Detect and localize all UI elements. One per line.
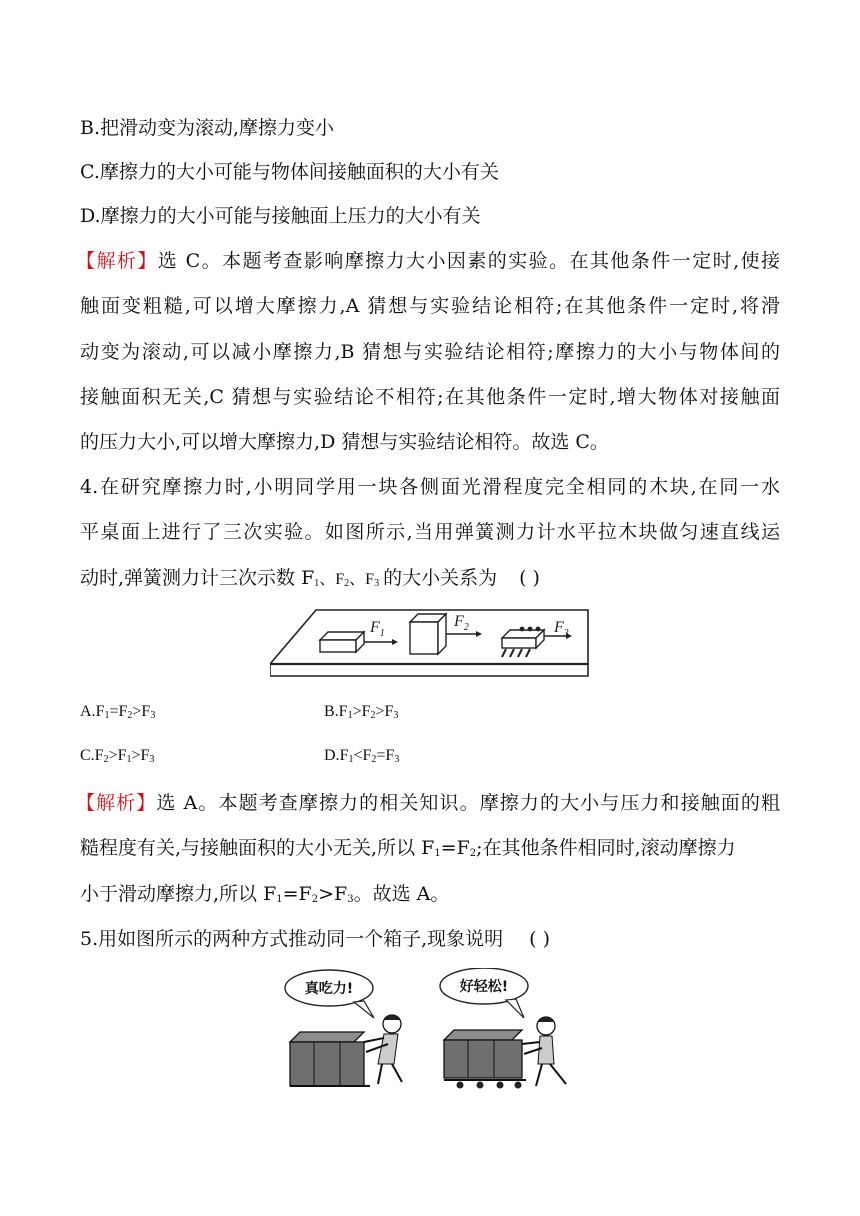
svg-text:F3: $F_3$ bbox=[554, 619, 569, 639]
q4-friction-figure bbox=[270, 602, 590, 686]
label-f2: F bbox=[454, 613, 464, 630]
svg-text:F2: $F_2$ bbox=[454, 613, 469, 633]
q4-option-b: $B.F_1>F_2>F_3$ bbox=[324, 703, 399, 721]
q4-analysis-line-2: 糙程度有关,与接触面积的大小无关,所以 $F_1=F_2$;在其他条件相同时,滚动摩擦力 bbox=[80, 837, 736, 859]
q4-option-c: $C.F_2>F_1>F_3$ bbox=[80, 747, 155, 765]
answer-bracket: ( ) bbox=[519, 567, 540, 589]
q4-option-d: $D.F_1<F_2=F_3$ bbox=[324, 747, 400, 765]
q3-analysis-line-2: 触面变粗糙,可以增大摩擦力,A 猜想与实验结论相符;在其他条件一定时,将滑 bbox=[80, 295, 780, 317]
svg-text:F1: $F_1$ bbox=[370, 619, 385, 639]
analysis-tag: 【解析】 bbox=[76, 250, 158, 272]
label-f3: F bbox=[554, 619, 564, 636]
q4-stem-line-2: 平桌面上进行了三次实验。如图所示,当用弹簧测力计水平拉木块做匀速直线运 bbox=[80, 521, 780, 543]
q3-analysis-line-1: 【解析】选 C。本题考查影响摩擦力大小因素的实验。在其他条件一定时,使接 bbox=[76, 250, 780, 272]
q4-stem-line-3: 动时,弹簧测力计三次示数 $F_1$、$F_2$、$F_3$ 的大小关系为 ( ) bbox=[80, 567, 540, 589]
q5-stem: 5.用如图所示的两种方式推动同一个箱子,现象说明 ( ) bbox=[80, 928, 551, 950]
q5-push-box-figure bbox=[284, 968, 580, 1092]
q3-option-c: C.摩擦力的大小可能与物体间接触面积的大小有关 bbox=[80, 161, 499, 183]
q4-analysis-line-1: 【解析】选 A。本题考查摩擦力的相关知识。摩擦力的大小与压力和接触面的粗 bbox=[76, 792, 780, 814]
label-f1: F bbox=[370, 619, 380, 636]
q3-analysis-line-5: 的压力大小,可以增大摩擦力,D 猜想与实验结论相符。故选 C。 bbox=[80, 431, 609, 453]
q3-option-b: B.把滑动变为滚动,摩擦力变小 bbox=[80, 117, 335, 139]
q4-option-a: $A.F_1=F_2>F_3$ bbox=[80, 703, 156, 721]
q4-stem-line-1: 4.在研究摩擦力时,小明同学用一块各侧面光滑程度完全相同的木块,在同一水 bbox=[80, 476, 780, 498]
q3-analysis-line-4: 接触面积无关,C 猜想与实验结论不相符;在其他条件一定时,增大物体对接触面 bbox=[80, 386, 780, 408]
q4-analysis-line-3: 小于滑动摩擦力,所以 $F_1=F_2>F_3$。故选 A。 bbox=[80, 883, 450, 905]
q3-option-d: D.摩擦力的大小可能与接触面上压力的大小有关 bbox=[80, 205, 481, 227]
answer-bracket: ( ) bbox=[529, 928, 551, 950]
bubble-left-text: 真吃力! bbox=[304, 981, 354, 997]
bubble-right-text: 好轻松! bbox=[459, 979, 509, 995]
q3-analysis-line-3: 动变为滚动,可以减小摩擦力,B 猜想与实验结论相符;摩擦力的大小与物体间的 bbox=[80, 341, 780, 363]
